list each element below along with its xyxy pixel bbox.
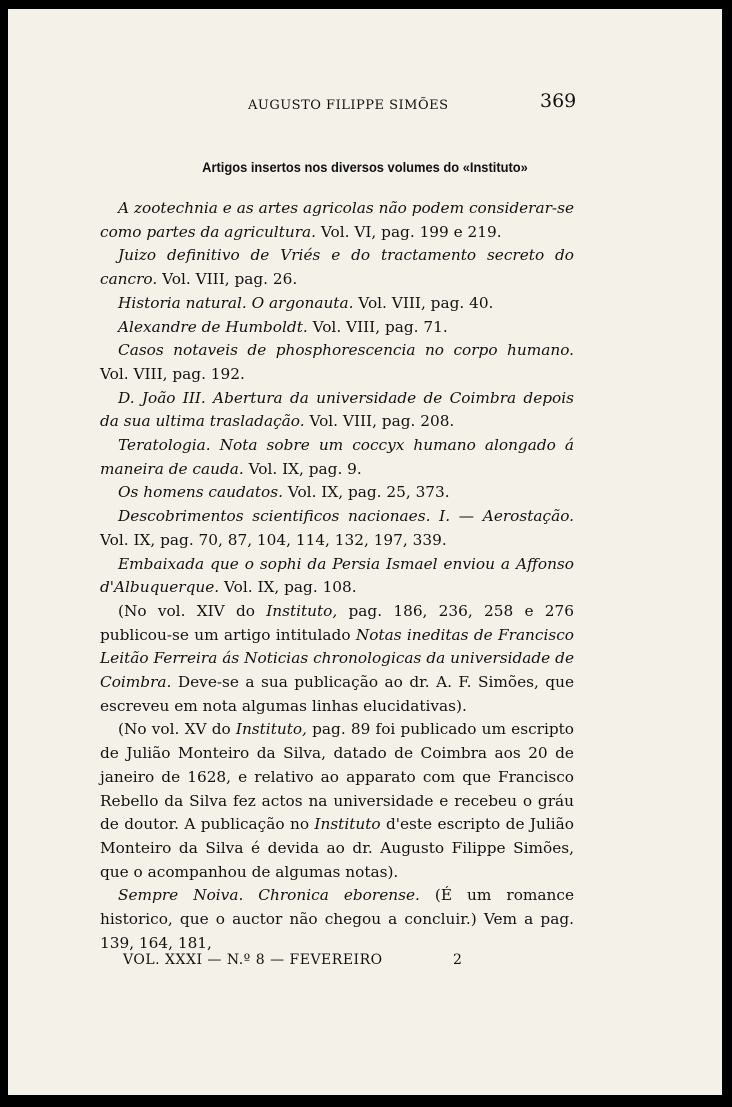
note-text: d'este escripto de Julião Monteiro da Silva é devida ao dr. Augusto Filippe Simões, que o acompanhou de algumas notas). [100, 815, 574, 881]
entry-title: Historia natural. O argonauta. [118, 293, 354, 312]
list-item [100, 197, 574, 244]
note-text: pag. 89 foi publicado um escripto de Julião Monteiro da Silva, datado de Coimbra aos 20 de janeiro de 1628, e relativo ao apparato com que Francisco Rebello da Silva fez actos na universidade e recebeu o gráu de doutor. A publicação no [100, 720, 574, 834]
entry-reference: Vol. VIII, pag. 192. [100, 364, 245, 383]
entry-reference: Vol. VIII, pag. 40. [353, 293, 494, 312]
running-head-author: AUGUSTO FILIPPE SIMÕES [248, 98, 449, 113]
list-item [100, 292, 574, 316]
entry-title: Embaixada que o sophi da Persia Ismael enviou a Affonso d'Albuquerque. [100, 554, 574, 597]
entry-title: Teratologia. Nota sobre um coccyx humano alongado á maneira de cauda. [100, 436, 574, 478]
note-text: (No vol. XIV do [118, 601, 267, 620]
entry-reference: Vol. IX, pag. 25, 373. [282, 483, 450, 502]
entry-reference: Vol. VI, pag. 199 e 219. [316, 222, 502, 241]
page [8, 9, 722, 1095]
article-list [100, 197, 574, 956]
note-italic: Instituto, [266, 601, 338, 620]
list-item [100, 339, 574, 386]
sheet-number: 2 [453, 952, 462, 968]
entry-title: Sempre Noiva. Chronica eborense. [118, 886, 420, 905]
note-paragraph [100, 718, 574, 884]
entry-reference: Vol. VIII, pag. 71. [307, 317, 448, 336]
entry-title: D. João III. Abertura da universidade de Coimbra depois da sua ultima trasladação. [100, 388, 574, 431]
note-italic: Instituto, [235, 720, 307, 739]
list-item [100, 244, 574, 291]
entry-title: Descobrimentos scientificos nacionaes. I. — Aerostação. [118, 507, 574, 526]
note-paragraph [100, 600, 574, 719]
entry-reference: Vol. VIII, pag. 208. [304, 412, 455, 431]
note-italic: Instituto [314, 815, 381, 834]
page-number: 369 [540, 90, 577, 112]
list-item [100, 884, 574, 955]
signature-mark: VOL. XXXI — N.º 8 — FEVEREIRO [123, 952, 383, 968]
entry-title: Casos notaveis de phosphorescencia no corpo humano. [118, 341, 574, 360]
entry-text: (É um romance historico, que o auctor não chegou a concluir.) Vem a pag. 139, 164, 181, [100, 886, 574, 952]
list-item [100, 553, 574, 600]
entry-title: A zootechnia e as artes agricolas não podem considerar-se como partes da agricultura. [100, 199, 574, 241]
list-item [100, 505, 574, 552]
entry-reference: Vol. IX, pag. 70, 87, 104, 114, 132, 197, 339. [100, 530, 447, 549]
note-italic: Notas ineditas de Francisco Leitão Ferreira ás Noticias chronologicas da universidade de Coimbra. [100, 625, 575, 692]
entry-reference: Vol. IX, pag. 108. [219, 578, 357, 597]
note-text: (No vol. XV do [118, 720, 236, 739]
note-text: Deve-se a sua publicação ao dr. A. F. Simões, que escreveu em nota algumas linhas elucidativas). [100, 673, 574, 715]
signature-line [8, 952, 722, 972]
list-item [100, 481, 574, 505]
entry-title: Alexandre de Humboldt. [118, 317, 308, 336]
list-item [100, 434, 574, 481]
note-text: pag. 186, 236, 258 e 276 publicou-se um artigo intitulado [100, 601, 574, 644]
section-title: Artigos insertos nos diversos volumes do «Instituto» [202, 159, 528, 175]
entry-title: Juizo definitivo de Vriés e do tractamento secreto do cancro. [100, 246, 574, 289]
list-item [100, 316, 574, 340]
entry-reference: Vol. IX, pag. 9. [243, 459, 362, 478]
entry-title: Os homens caudatos. [118, 483, 283, 502]
running-header [8, 90, 722, 120]
list-item [100, 387, 574, 434]
entry-reference: Vol. VIII, pag. 26. [157, 270, 298, 289]
